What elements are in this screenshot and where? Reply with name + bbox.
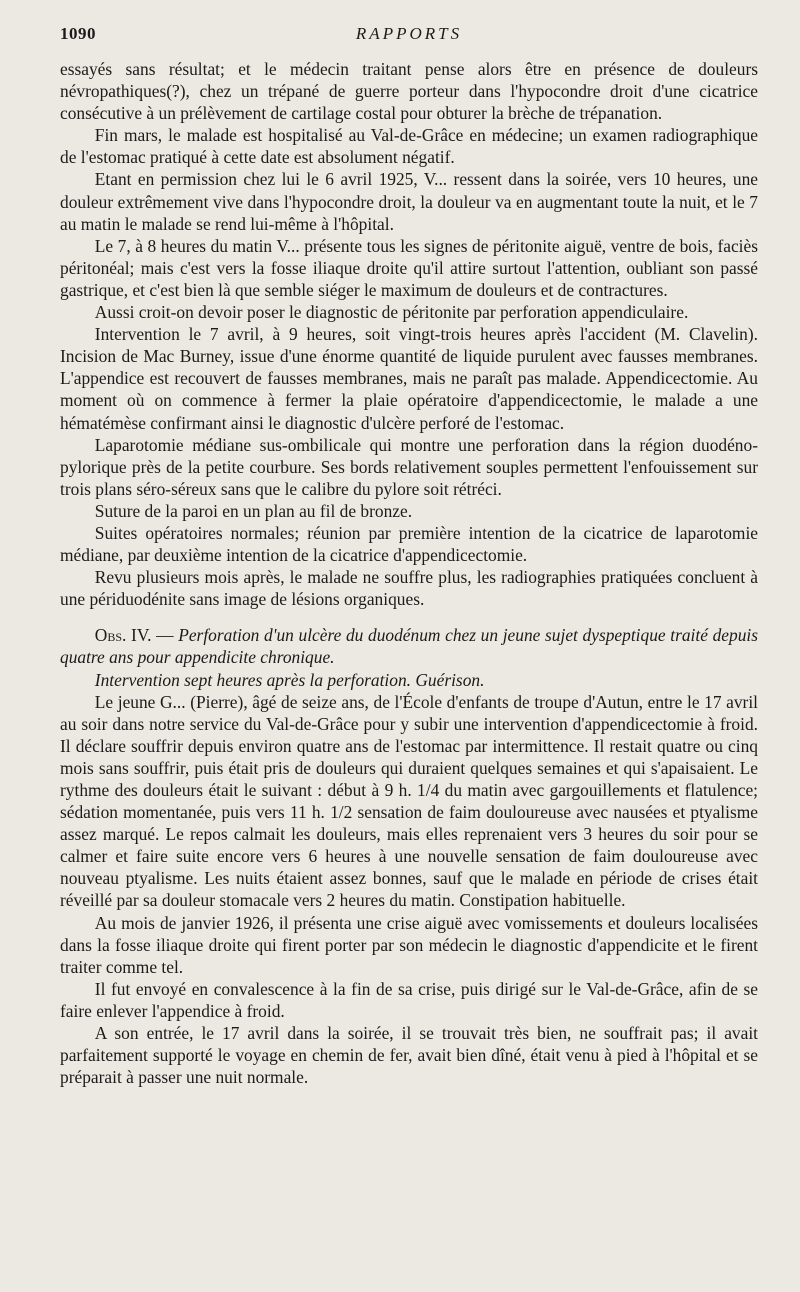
paragraph: A son entrée, le 17 avril dans la soirée, il se trouvait très bien, ne souffrait pas; il avait parfaitement supporté le voyage en chemin de fer, avait bien dîné, était venu à pied à l'hôpital et se préparait à passer une nuit normale. (60, 1023, 758, 1088)
paragraph: Au mois de janvier 1926, il présenta une crise aiguë avec vomissements et douleurs localisées dans la fosse iliaque droite qui firent porter par son médecin le diagnostic d'appendicite et le firent traiter comme tel. (60, 912, 758, 977)
paragraph: essayés sans résultat; et le médecin traitant pense alors être en présence de douleurs névropathiques(?), chez un trépané de guerre porteur dans l'hypocondre droit d'une cicatrice consécutive à un prélèvement de cartilage costal pour obturer la brèche de trépanation. (60, 59, 758, 124)
paragraph: Il fut envoyé en convalescence à la fin de sa crise, puis dirigé sur le Val-de-Grâce, afin de se faire enlever l'appendice à froid. (60, 978, 758, 1021)
paragraph: Le 7, à 8 heures du matin V... présente tous les signes de péritonite aiguë, ventre de bois, faciès péritonéal; mais c'est vers la fosse iliaque droite qu'il attire surtout l'attention, oubliant son passé gastrique, et c'est bien là que semble siéger le maximum de douleurs et de contractures. (60, 235, 758, 300)
paragraph: Aussi croit-on devoir poser le diagnostic de péritonite par perforation appendiculaire. (94, 302, 689, 323)
section-gap (60, 610, 758, 624)
observation-label: Obs. IV. (94, 625, 152, 646)
running-head (60, 24, 758, 58)
paragraph: Intervention le 7 avril, à 9 heures, soit vingt-trois heures après l'accident (M. Clavelin). Incision de Mac Burney, issue d'une énorme quantité de liquide purulent avec fausses membranes. L'appendice est recouvert de fausses membranes, mais ne paraît pas malade. Appendicectomie. Au moment où on commence à fermer la plaie opératoire d'appendicectomie, le malade a une hématémèse confirmant ainsi le diagnostic d'ulcère perforé de l'estomac. (60, 324, 758, 433)
observation-title: Perforation d'un ulcère du duodénum chez un jeune sujet dyspeptique traité depuis quatre ans pour appendicite chronique. (60, 625, 759, 668)
page-number: 1090 (60, 24, 96, 43)
running-title: RAPPORTS (355, 24, 463, 43)
observation-heading (60, 624, 758, 668)
paragraph: Suites opératoires normales; réunion par première intention de la cicatrice de laparotomie médiane, par deuxième intention de la cicatrice d'appendicectomie. (60, 522, 758, 566)
paragraph: Le jeune G... (Pierre), âgé de seize ans, de l'École d'enfants de troupe d'Autun, entre le 17 avril au soir dans notre service du Val-de-Grâce pour y subir une intervention d'appendicectomie à froid. Il déclare souffrir depuis environ quatre ans de l'estomac par intermittence. Il restait quatre ou cinq mois sans souffrir, puis était pris de douleurs qui duraient quelques semaines et qui s'apaisaient. Le rythme des douleurs était le suivant : début à 9 h. 1/4 du matin avec gargouillements et flatulence; sédation momentanée, puis vers 11 h. 1/2 sensation de faim douloureuse avec nausées et ptyalisme assez marqué. Le repos calmait les douleurs, mais elles reprenaient vers 3 heures du soir pour se calmer et faire suite encore vers 6 heures à une nouvelle sensation de faim douloureuse avec nouveau ptyalisme. Les nuits étaient assez bonnes, sauf que le malade en période de crises était réveillé par sa douleur stomacale vers 2 heures du matin. Constipation habituelle. (60, 691, 758, 911)
paragraph: Suture de la paroi en un plan au fil de bronze. (94, 500, 413, 521)
observation-dash: — (151, 625, 179, 646)
observation-subtitle: Intervention sept heures après la perforation. Guérison. (94, 669, 485, 690)
body-text (60, 58, 758, 1088)
paragraph: Etant en permission chez lui le 6 avril 1925, V... ressent dans la soirée, vers 10 heures, une douleur extrêmement vive dans l'hypocondre droit, la douleur va en augmentant toute la nuit, et le 7 au matin le malade se rend lui-même à l'hôpital. (60, 169, 758, 234)
paragraph: Laparotomie médiane sus-ombilicale qui montre une perforation dans la région duodéno-pylorique près de la petite courbure. Ses bords relativement souples permettent l'enfouissement sur trois plans séro-séreux sans que le calibre du pylore soit rétréci. (60, 434, 758, 499)
paragraph: Fin mars, le malade est hospitalisé au Val-de-Grâce en médecine; un examen radiographique de l'estomac pratiqué à cette date est absolument négatif. (60, 125, 758, 168)
paragraph: Revu plusieurs mois après, le malade ne souffre plus, les radiographies pratiquées concluent à une périduodénite sans image de lésions organiques. (60, 567, 758, 610)
